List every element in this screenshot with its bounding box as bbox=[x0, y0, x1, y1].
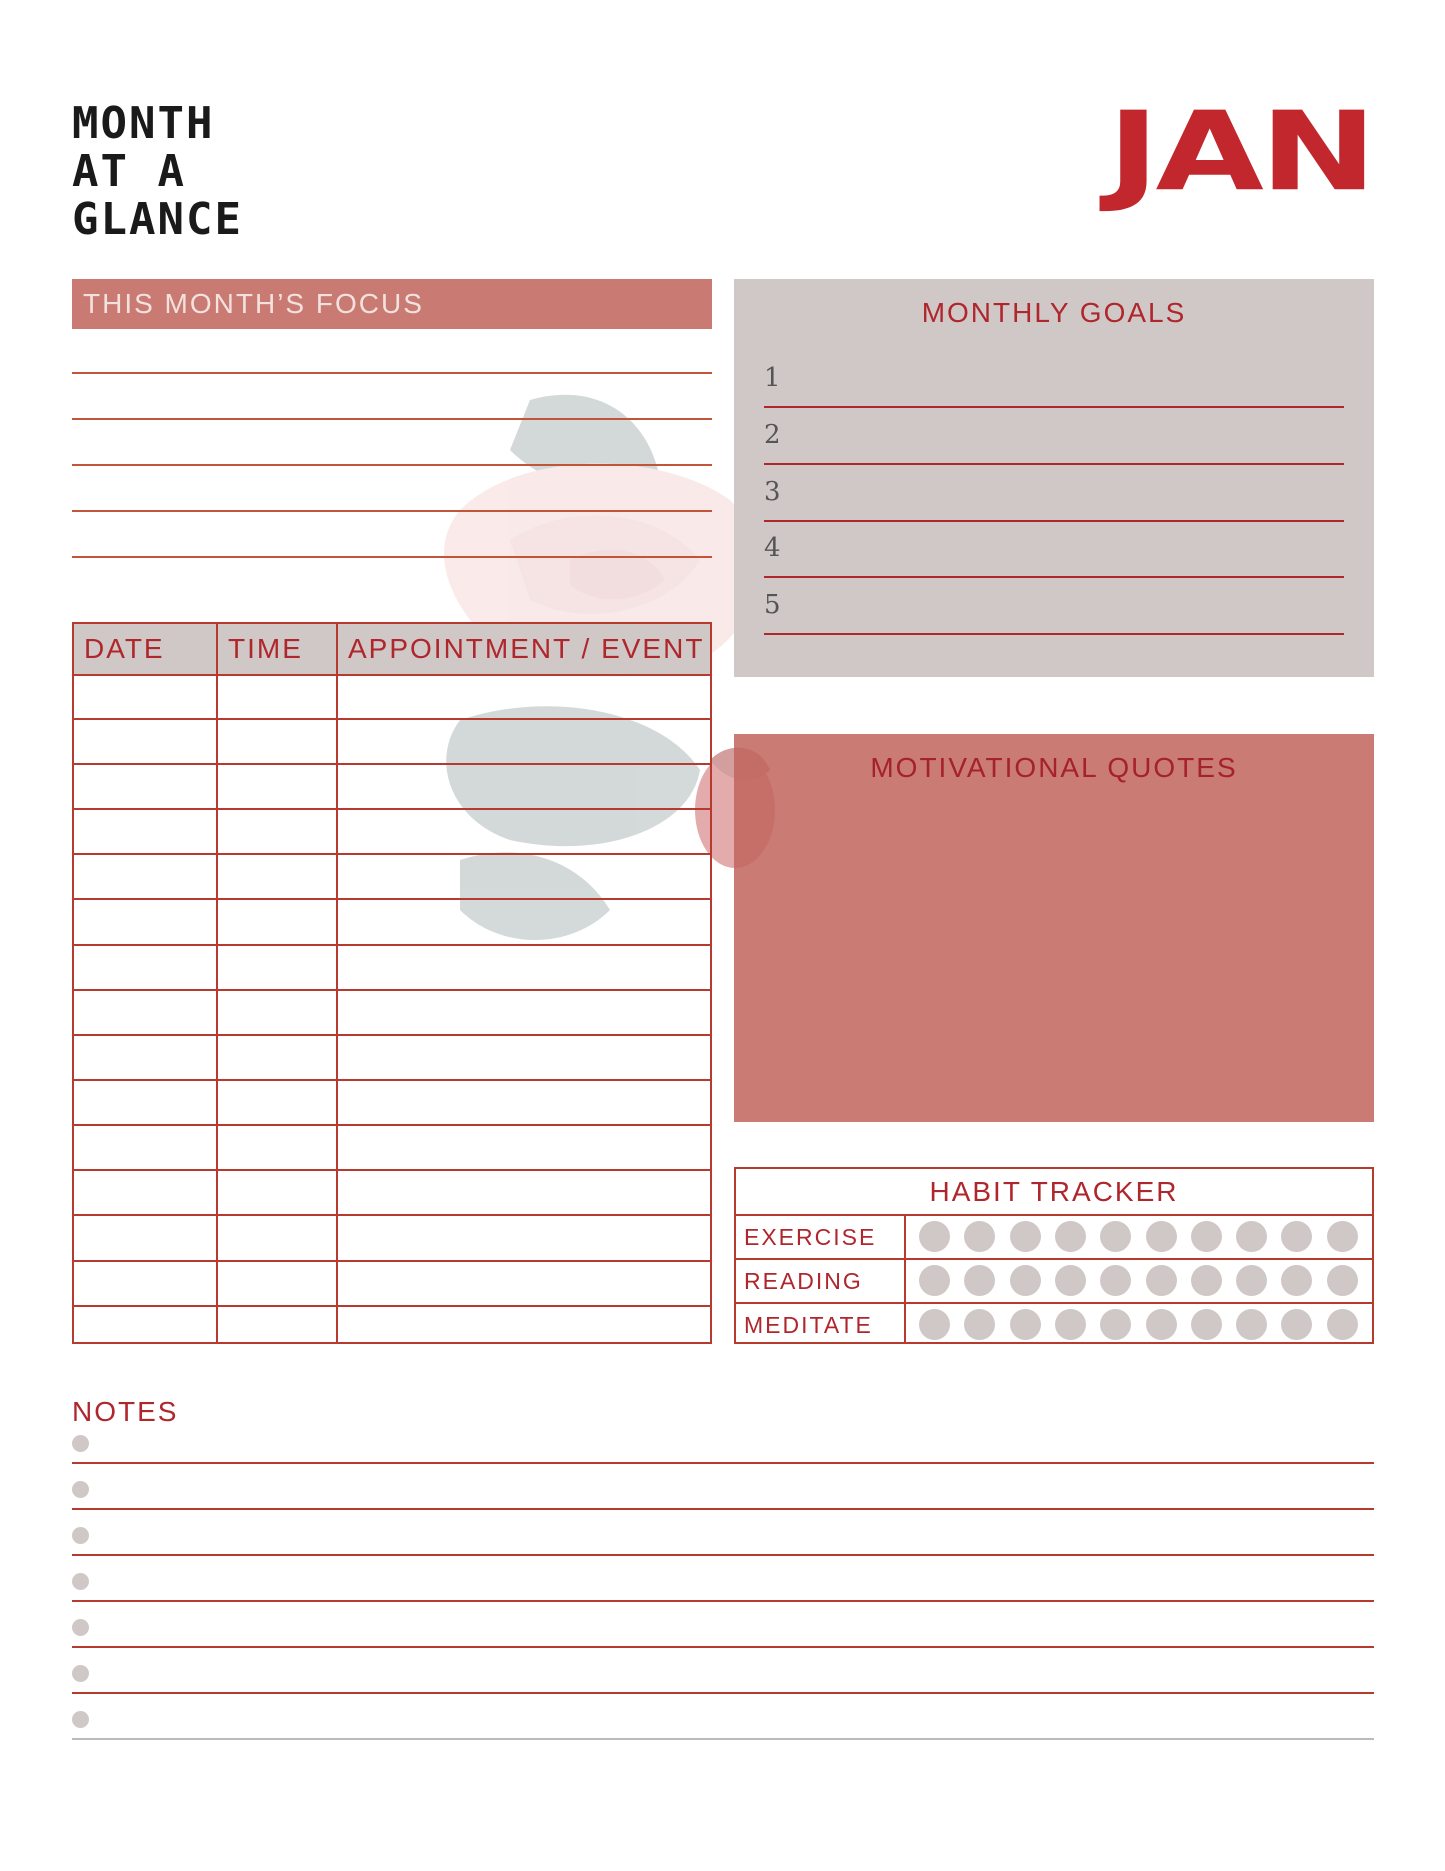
goal-number: 3 bbox=[764, 477, 781, 507]
habit-check-circle[interactable] bbox=[1236, 1309, 1267, 1340]
title-line-1: MONTH bbox=[72, 98, 215, 149]
habit-check-circle[interactable] bbox=[1281, 1309, 1312, 1340]
goal-line[interactable] bbox=[764, 406, 1344, 408]
habit-check-circle[interactable] bbox=[1191, 1309, 1222, 1340]
table-row[interactable] bbox=[74, 1169, 710, 1171]
goal-number: 5 bbox=[764, 590, 781, 620]
goal-number: 2 bbox=[764, 420, 781, 450]
appointments-header-row bbox=[74, 624, 710, 676]
habit-label-reading: READING bbox=[744, 1268, 863, 1294]
title-line-3: GLANCE bbox=[72, 194, 243, 245]
habit-check-circle[interactable] bbox=[1010, 1265, 1041, 1296]
habit-check-circle[interactable] bbox=[1281, 1221, 1312, 1252]
table-row[interactable] bbox=[74, 944, 710, 946]
note-line[interactable] bbox=[72, 1554, 1374, 1556]
goal-number: 4 bbox=[764, 533, 781, 563]
note-line[interactable] bbox=[72, 1600, 1374, 1602]
goal-line[interactable] bbox=[764, 463, 1344, 465]
note-bullet bbox=[72, 1435, 89, 1452]
title-line-2: AT A bbox=[72, 146, 186, 197]
habit-check-circle[interactable] bbox=[919, 1309, 950, 1340]
note-line[interactable] bbox=[72, 1646, 1374, 1648]
habit-check-circle[interactable] bbox=[1055, 1309, 1086, 1340]
habit-check-circle[interactable] bbox=[1146, 1265, 1177, 1296]
table-row[interactable] bbox=[74, 853, 710, 855]
table-row[interactable] bbox=[74, 1260, 710, 1262]
focus-line[interactable] bbox=[72, 510, 712, 512]
habit-check-circle[interactable] bbox=[1146, 1309, 1177, 1340]
note-line[interactable] bbox=[72, 1692, 1374, 1694]
habit-tracker-title: HABIT TRACKER bbox=[929, 1176, 1179, 1207]
habit-check-circle[interactable] bbox=[919, 1265, 950, 1296]
table-row[interactable] bbox=[74, 898, 710, 900]
habit-check-circle[interactable] bbox=[1236, 1221, 1267, 1252]
table-row[interactable] bbox=[74, 1214, 710, 1216]
quotes-title: MOTIVATIONAL QUOTES bbox=[870, 752, 1238, 783]
page-title bbox=[72, 100, 392, 244]
habit-check-circle[interactable] bbox=[1010, 1309, 1041, 1340]
habit-check-circle[interactable] bbox=[1236, 1265, 1267, 1296]
habit-check-circle[interactable] bbox=[964, 1265, 995, 1296]
note-line[interactable] bbox=[72, 1462, 1374, 1464]
goal-number: 1 bbox=[764, 363, 781, 393]
habit-check-circle[interactable] bbox=[1327, 1221, 1358, 1252]
habit-check-circle[interactable] bbox=[1055, 1221, 1086, 1252]
note-bullet bbox=[72, 1711, 89, 1728]
habit-check-circle[interactable] bbox=[964, 1309, 995, 1340]
habit-check-circle[interactable] bbox=[1191, 1221, 1222, 1252]
habit-column-divider bbox=[904, 1214, 906, 1342]
focus-line[interactable] bbox=[72, 372, 712, 374]
column-divider bbox=[216, 624, 218, 1342]
focus-line[interactable] bbox=[72, 556, 712, 558]
habit-check-circle[interactable] bbox=[1100, 1265, 1131, 1296]
note-bullet bbox=[72, 1527, 89, 1544]
note-bullet bbox=[72, 1481, 89, 1498]
habit-tracker bbox=[734, 1167, 1374, 1344]
habit-check-circle[interactable] bbox=[1100, 1309, 1131, 1340]
habit-check-circle[interactable] bbox=[1010, 1221, 1041, 1252]
note-line[interactable] bbox=[72, 1738, 1374, 1740]
table-row[interactable] bbox=[74, 718, 710, 720]
goals-title: MONTHLY GOALS bbox=[921, 297, 1187, 328]
appointments-table bbox=[72, 622, 712, 1344]
notes-title: NOTES bbox=[72, 1396, 179, 1427]
habit-check-circle[interactable] bbox=[1191, 1265, 1222, 1296]
goal-line[interactable] bbox=[764, 520, 1344, 522]
table-row[interactable] bbox=[74, 1079, 710, 1081]
habit-label-exercise: EXERCISE bbox=[744, 1224, 877, 1250]
column-header-time: TIME bbox=[228, 633, 303, 664]
habit-check-circle[interactable] bbox=[1327, 1265, 1358, 1296]
habit-check-circle[interactable] bbox=[1281, 1265, 1312, 1296]
table-row[interactable] bbox=[74, 1124, 710, 1126]
note-bullet bbox=[72, 1619, 89, 1636]
note-bullet bbox=[72, 1573, 89, 1590]
habit-check-circle[interactable] bbox=[1055, 1265, 1086, 1296]
habit-check-circle[interactable] bbox=[919, 1221, 950, 1252]
goal-line[interactable] bbox=[764, 576, 1344, 578]
column-header-event: APPOINTMENT / EVENT bbox=[348, 633, 705, 664]
table-row[interactable] bbox=[74, 1034, 710, 1036]
focus-line[interactable] bbox=[72, 418, 712, 420]
focus-line[interactable] bbox=[72, 464, 712, 466]
habit-check-circle[interactable] bbox=[964, 1221, 995, 1252]
habit-check-circle[interactable] bbox=[1100, 1221, 1131, 1252]
table-row[interactable] bbox=[74, 808, 710, 810]
focus-header: THIS MONTH’S FOCUS bbox=[72, 279, 712, 329]
habit-check-circle[interactable] bbox=[1327, 1309, 1358, 1340]
note-bullet bbox=[72, 1665, 89, 1682]
note-line[interactable] bbox=[72, 1508, 1374, 1510]
column-header-date: DATE bbox=[84, 633, 165, 664]
month-label: JAN bbox=[1107, 88, 1373, 216]
column-divider bbox=[336, 624, 338, 1342]
table-row[interactable] bbox=[74, 989, 710, 991]
table-row[interactable] bbox=[74, 763, 710, 765]
habit-check-circle[interactable] bbox=[1146, 1221, 1177, 1252]
monthly-goals-panel bbox=[734, 279, 1374, 677]
table-row[interactable] bbox=[74, 1305, 710, 1307]
motivational-quotes-panel[interactable] bbox=[734, 734, 1374, 1122]
goal-line[interactable] bbox=[764, 633, 1344, 635]
habit-label-meditate: MEDITATE bbox=[744, 1312, 873, 1338]
